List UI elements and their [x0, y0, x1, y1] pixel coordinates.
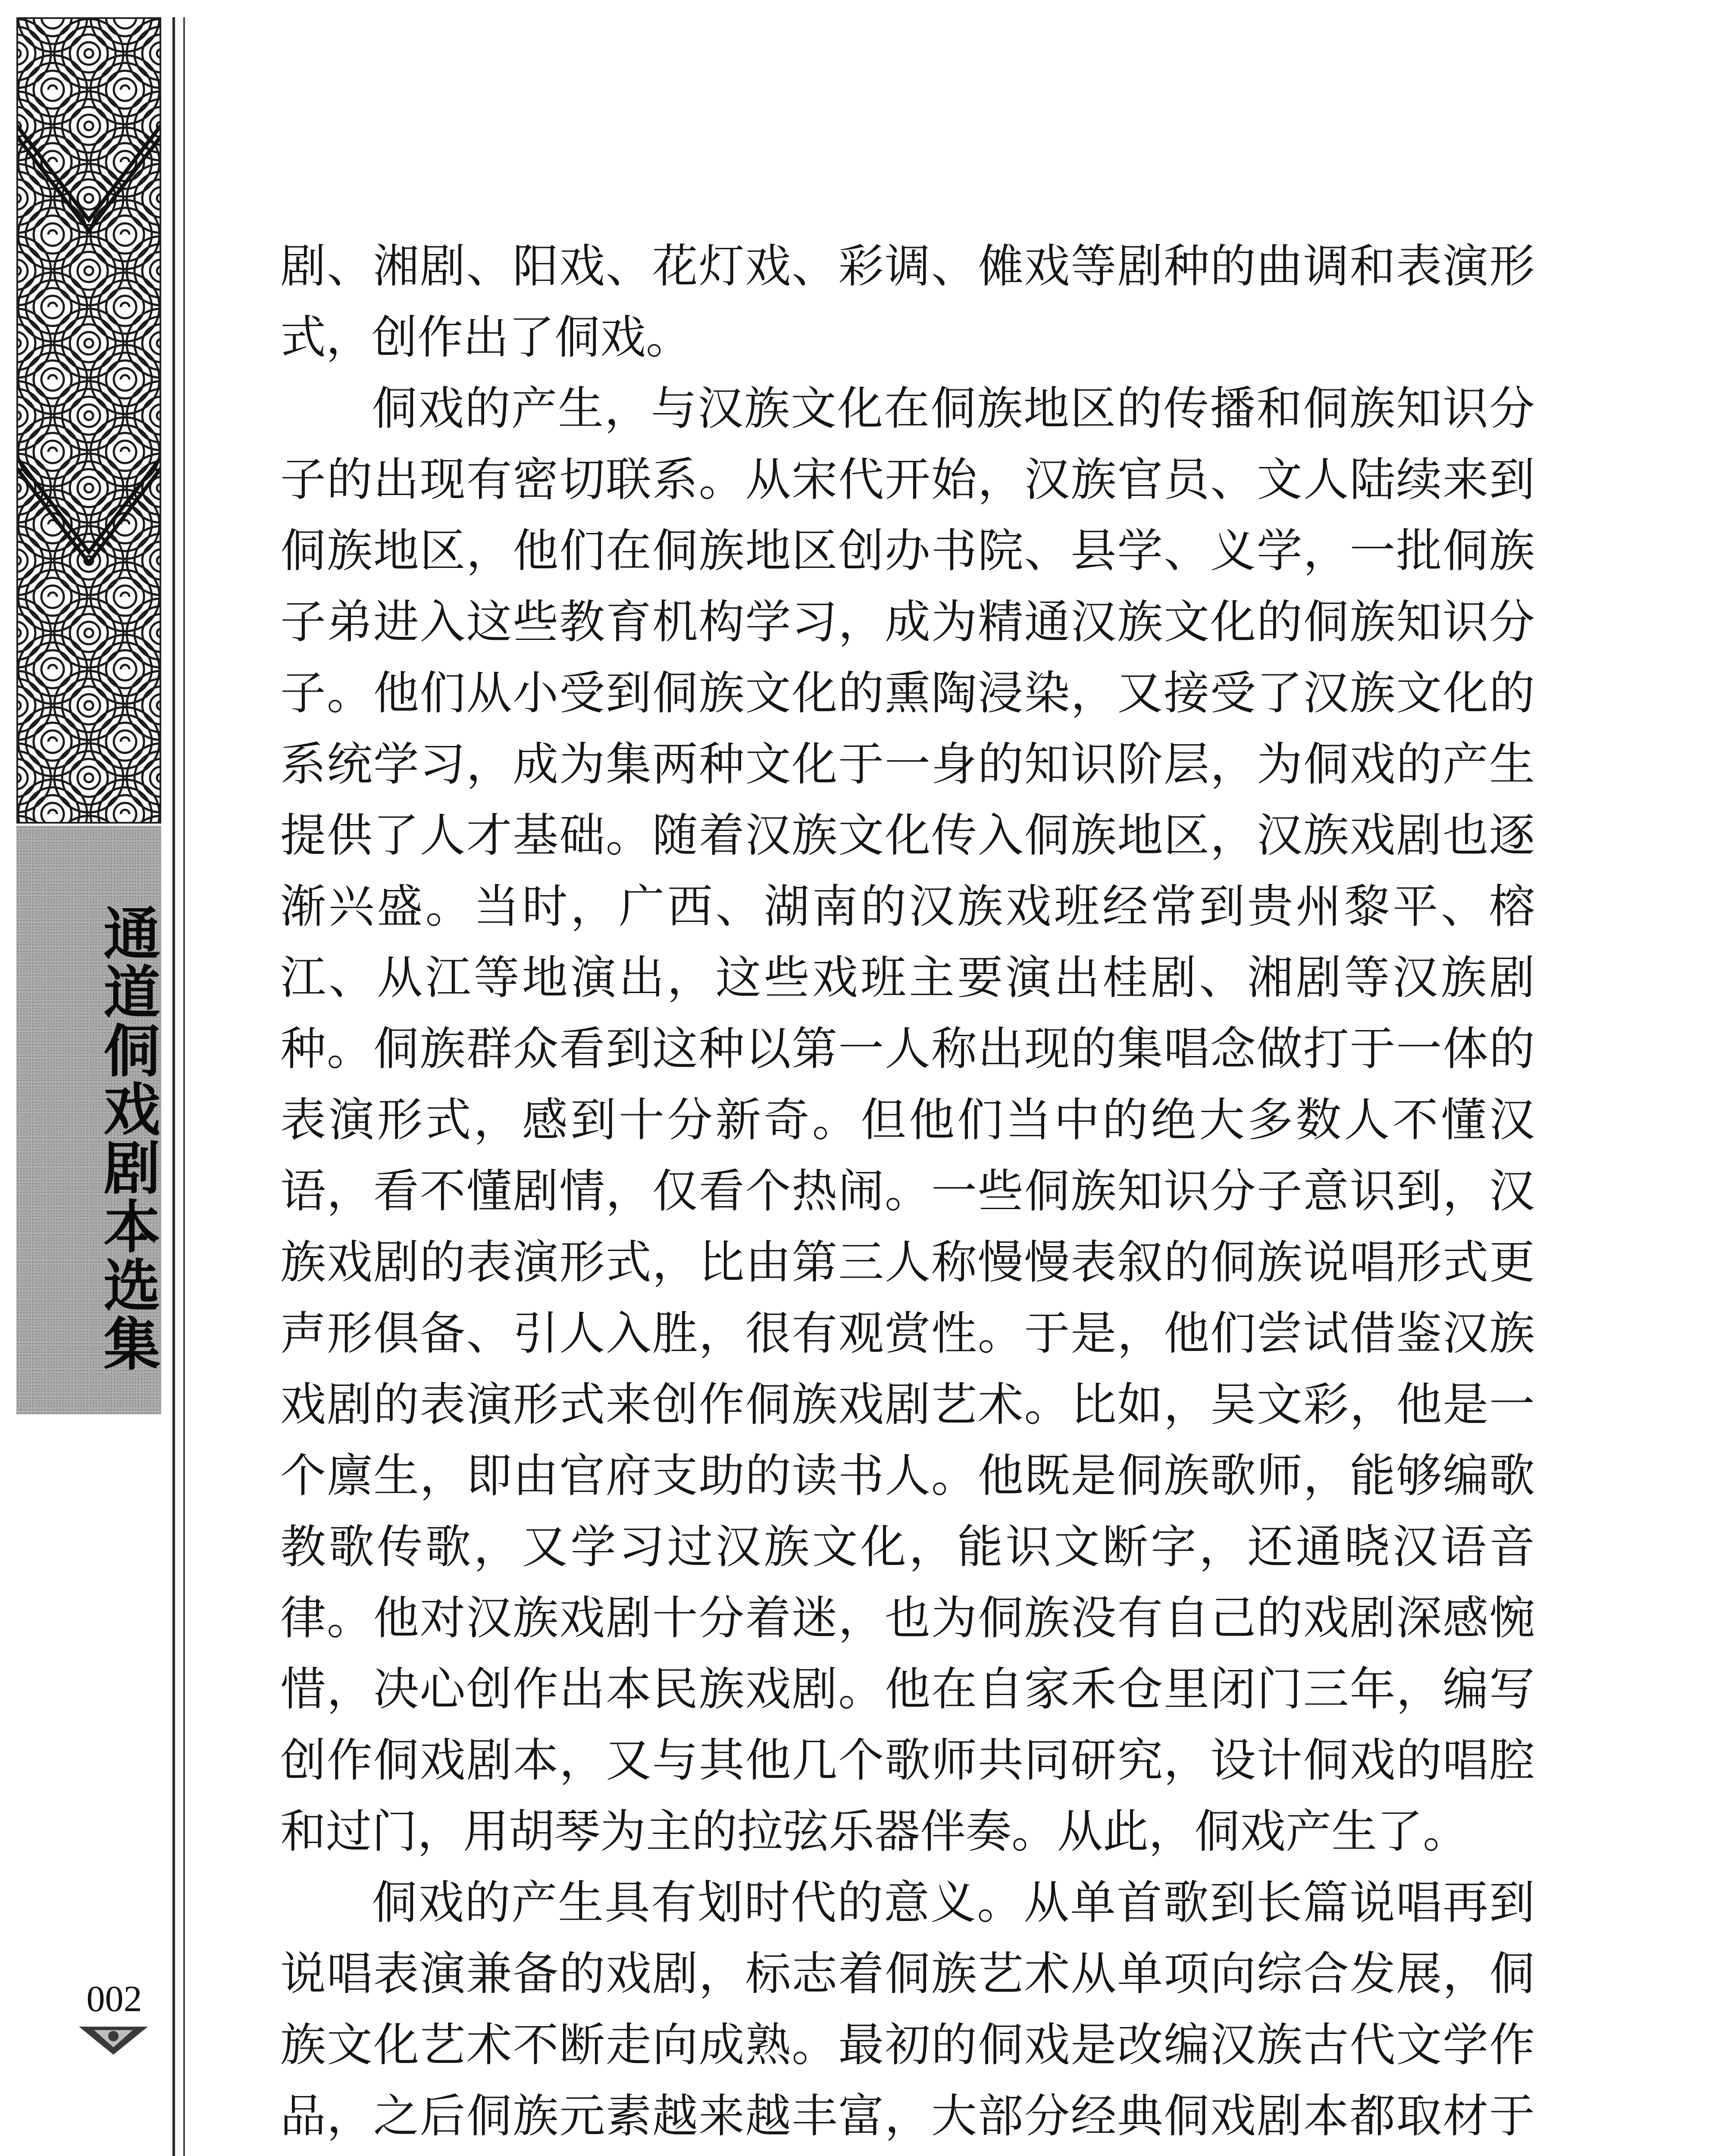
title-band	[16, 826, 161, 1414]
paragraph: 剧、湘剧、阳戏、花灯戏、彩调、傩戏等剧种的曲调和表演形式，创作出了侗戏。	[280, 240, 1535, 364]
vertical-rule-thin	[183, 17, 185, 2156]
page-number: 002	[86, 1978, 142, 2019]
page-ornament-icon	[77, 2022, 150, 2059]
paragraph: 侗戏的产生，与汉族文化在侗族地区的传播和侗族知识分子的出现有密切联系。从宋代开始，汉族官员、文人陆续来到侗族地区，他们在侗族地区创办书院、县学、义学，一批侗族子弟进入这些教育机构学习，成为精通汉族文化的侗族知识分子。他们从小受到侗族文化的熏陶浸染，又接受了汉族文化的系统学习，成为集两种文化于一身的知识阶层，为侗戏的产生提供了人才基础。随着汉族文化传入侗族地区，汉族戏剧也逐渐兴盛。当时，广西、湖南的汉族戏班经常到贵州黎平、榕江、从江等地演出，这些戏班主要演出桂剧、湘剧等汉族剧种。侗族群众看到这种以第一人称出现的集唱念做打于一体的表演形式，感到十分新奇。但他们当中的绝大多数人不懂汉语，看不懂剧情，仅看个热闹。一些侗族知识分子意识到，汉族戏剧的表演形式，比由第三人称慢慢表叙的侗族说唱形式更声形俱备、引人入胜，很有观赏性。于是，他们尝试借鉴汉族戏剧的表演形式来创作侗族戏剧艺术。比如，吴文彩，他是一个廪生，即由官府支助的读书人。他既是侗族歌师，能够编歌教歌传歌，又学习过汉族文化，能识文断字，还通晓汉语音律。他对汉族戏剧十分着迷，也为侗族没有自己的戏剧深感惋惜，决心创作出本民族戏剧。他在自家禾仓里闭门三年，编写创作侗戏剧本，又与其他几个歌师共同研究，设计侗戏的唱腔和过门，用胡琴为主的拉弦乐器伴奏。从此，侗戏产生了。	[280, 382, 1535, 1858]
book-title: 通道侗戏剧本选集	[94, 904, 160, 1373]
main-text	[280, 231, 1535, 2156]
vertical-rule	[172, 17, 175, 2156]
paragraph: 侗戏的产生具有划时代的意义。从单首歌到长篇说唱再到说唱表演兼备的戏剧，标志着侗族艺术从单项向综合发展，侗族文化艺术不断走向成熟。最初的侗戏是改编汉族古代文学作品，之后侗族元素越来越丰富，大部分经典侗戏剧本都取材于	[280, 1876, 1535, 2143]
decorative-cloud-pattern	[16, 17, 161, 824]
